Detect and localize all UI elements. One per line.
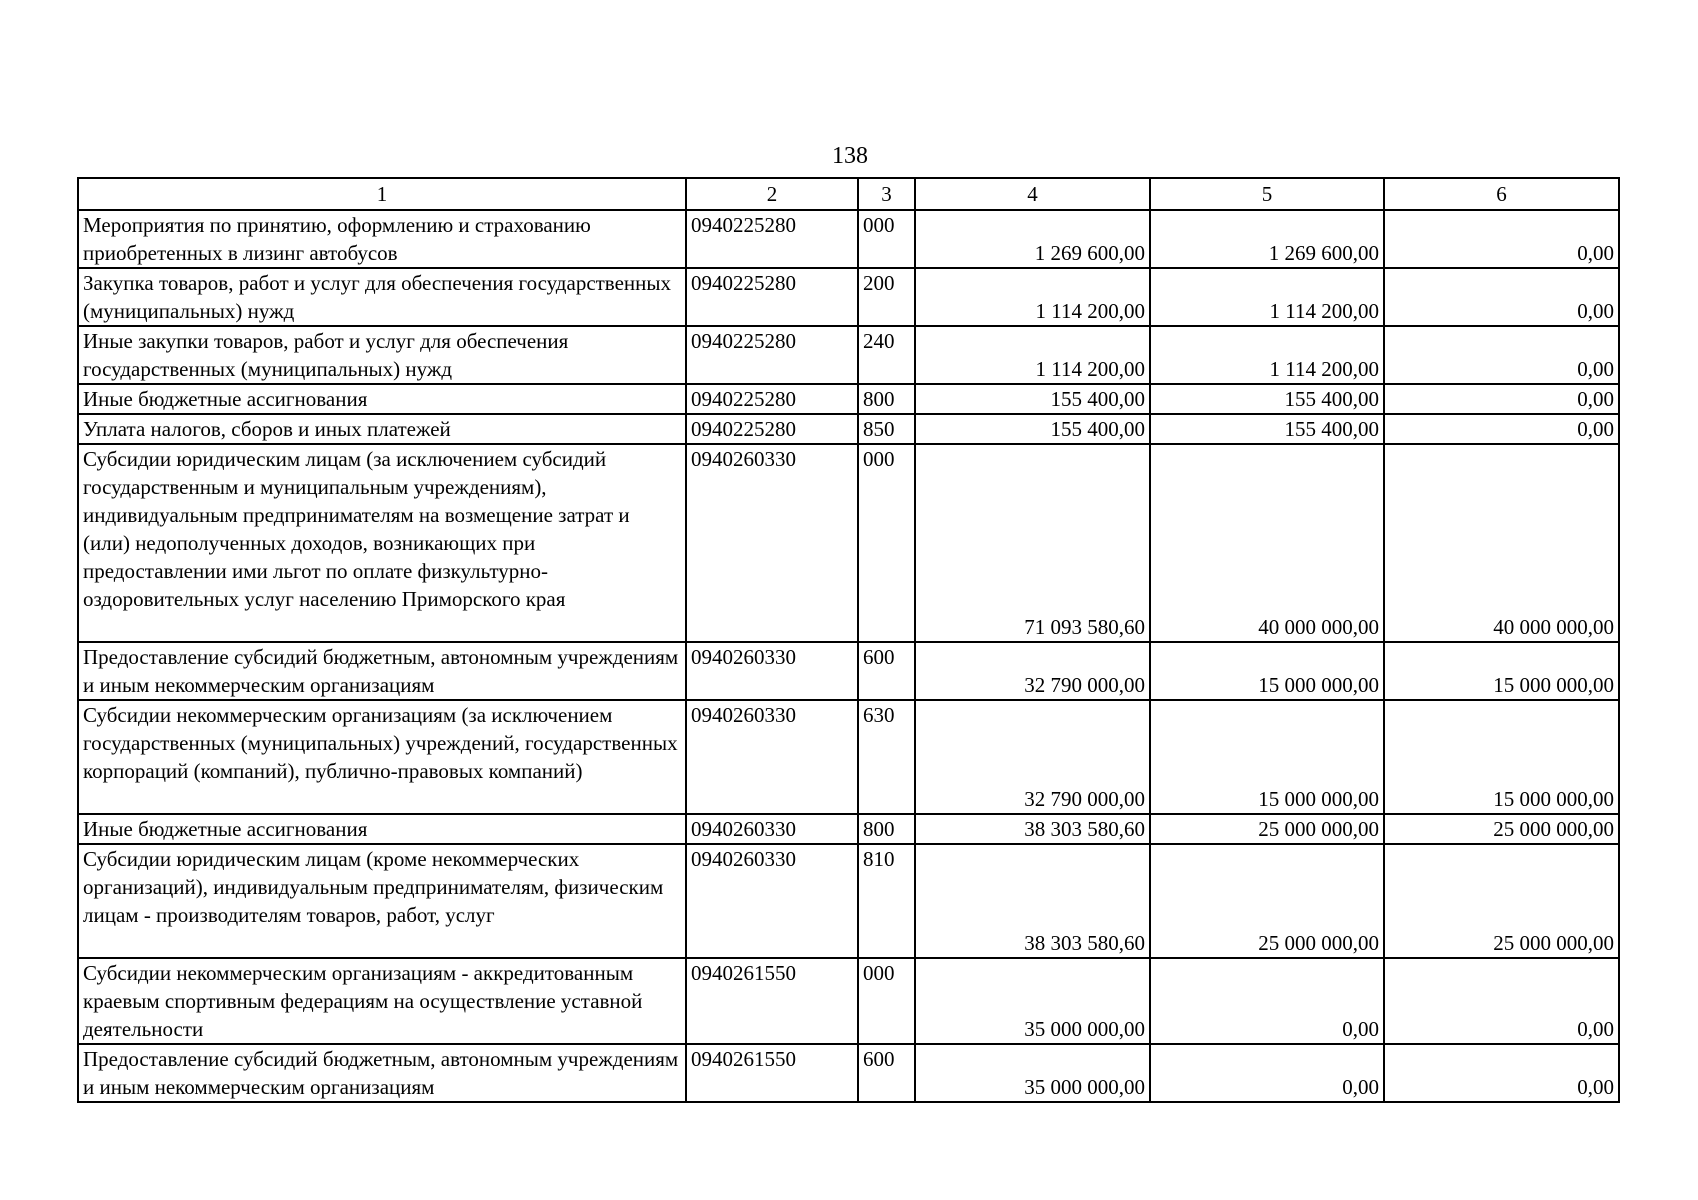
table-row [78,210,1619,268]
row-value-col6: 0,00 [1384,414,1619,444]
row-expense-type: 600 [858,1044,915,1102]
row-target-code: 0940260330 [686,844,858,958]
row-name: Субсидии некоммерческим организациям - аккредитованным краевым спортивным федерациям на осуществление уставной деятельности [78,958,686,1044]
row-target-code: 0940225280 [686,326,858,384]
row-value-col6: 0,00 [1384,384,1619,414]
table-row [78,1044,1619,1102]
row-value-col6: 15 000 000,00 [1384,642,1619,700]
header-col-3: 3 [858,178,915,210]
row-name: Закупка товаров, работ и услуг для обеспечения государственных (муниципальных) нужд [78,268,686,326]
row-name: Предоставление субсидий бюджетным, автономным учреждениям и иным некоммерческим организациям [78,642,686,700]
row-target-code: 0940225280 [686,210,858,268]
row-name: Субсидии некоммерческим организациям (за исключением государственных (муниципальных) учреждений, государственных корпораций (компаний), публично-правовых компаний) [78,700,686,814]
row-expense-type: 000 [858,210,915,268]
row-target-code: 0940225280 [686,414,858,444]
page-number: 138 [832,143,868,169]
row-name: Субсидии юридическим лицам (кроме некоммерческих организаций), индивидуальным предпринимателям, физическим лицам - производителям товаров, работ, услуг [78,844,686,958]
row-value-col5: 155 400,00 [1150,414,1384,444]
row-value-col5: 1 269 600,00 [1150,210,1384,268]
row-target-code: 0940260330 [686,444,858,642]
row-target-code: 0940260330 [686,642,858,700]
header-col-2: 2 [686,178,858,210]
row-value-col5: 155 400,00 [1150,384,1384,414]
header-col-1: 1 [78,178,686,210]
row-value-col4: 32 790 000,00 [915,700,1150,814]
row-value-col4: 38 303 580,60 [915,844,1150,958]
row-value-col4: 32 790 000,00 [915,642,1150,700]
row-value-col5: 1 114 200,00 [1150,326,1384,384]
row-value-col4: 155 400,00 [915,384,1150,414]
row-target-code: 0940225280 [686,268,858,326]
header-col-5: 5 [1150,178,1384,210]
row-value-col6: 0,00 [1384,210,1619,268]
row-expense-type: 240 [858,326,915,384]
row-expense-type: 200 [858,268,915,326]
row-value-col6: 0,00 [1384,1044,1619,1102]
row-value-col4: 35 000 000,00 [915,958,1150,1044]
budget-table [77,177,1620,1103]
row-value-col5: 15 000 000,00 [1150,642,1384,700]
table-row [78,814,1619,844]
row-value-col4: 38 303 580,60 [915,814,1150,844]
row-value-col5: 0,00 [1150,958,1384,1044]
row-expense-type: 800 [858,814,915,844]
row-target-code: 0940261550 [686,1044,858,1102]
row-value-col5: 25 000 000,00 [1150,814,1384,844]
row-name: Уплата налогов, сборов и иных платежей [78,414,686,444]
table-row [78,384,1619,414]
row-expense-type: 600 [858,642,915,700]
row-expense-type: 850 [858,414,915,444]
row-expense-type: 630 [858,700,915,814]
row-value-col5: 0,00 [1150,1044,1384,1102]
table-row [78,444,1619,642]
row-target-code: 0940260330 [686,700,858,814]
row-name: Предоставление субсидий бюджетным, автономным учреждениям и иным некоммерческим организациям [78,1044,686,1102]
row-name: Иные бюджетные ассигнования [78,814,686,844]
row-expense-type: 800 [858,384,915,414]
row-value-col6: 0,00 [1384,958,1619,1044]
row-value-col6: 40 000 000,00 [1384,444,1619,642]
row-target-code: 0940260330 [686,814,858,844]
table-row [78,414,1619,444]
row-value-col5: 25 000 000,00 [1150,844,1384,958]
row-value-col5: 1 114 200,00 [1150,268,1384,326]
row-value-col4: 35 000 000,00 [915,1044,1150,1102]
row-name: Субсидии юридическим лицам (за исключением субсидий государственным и муниципальным учреждениям), индивидуальным предпринимателям на возмещение затрат и (или) недополученных доходов, возникающих при предоставлении ими льгот по оплате физкультурно-оздоровительных услуг населению Приморского края [78,444,686,642]
row-value-col4: 155 400,00 [915,414,1150,444]
row-value-col6: 25 000 000,00 [1384,814,1619,844]
row-expense-type: 000 [858,958,915,1044]
row-value-col4: 1 269 600,00 [915,210,1150,268]
row-value-col6: 0,00 [1384,268,1619,326]
row-name: Мероприятия по принятию, оформлению и страхованию приобретенных в лизинг автобусов [78,210,686,268]
row-name: Иные бюджетные ассигнования [78,384,686,414]
row-expense-type: 000 [858,444,915,642]
row-value-col6: 0,00 [1384,326,1619,384]
row-value-col4: 1 114 200,00 [915,326,1150,384]
row-value-col4: 71 093 580,60 [915,444,1150,642]
row-name: Иные закупки товаров, работ и услуг для обеспечения государственных (муниципальных) нужд [78,326,686,384]
row-target-code: 0940225280 [686,384,858,414]
table-row [78,326,1619,384]
row-target-code: 0940261550 [686,958,858,1044]
row-value-col5: 40 000 000,00 [1150,444,1384,642]
table-row [78,642,1619,700]
row-expense-type: 810 [858,844,915,958]
table-header-row [78,178,1619,210]
row-value-col6: 25 000 000,00 [1384,844,1619,958]
table-row [78,958,1619,1044]
header-col-4: 4 [915,178,1150,210]
header-col-6: 6 [1384,178,1619,210]
row-value-col4: 1 114 200,00 [915,268,1150,326]
row-value-col5: 15 000 000,00 [1150,700,1384,814]
row-value-col6: 15 000 000,00 [1384,700,1619,814]
table-row [78,700,1619,814]
table-row [78,268,1619,326]
table-row [78,844,1619,958]
